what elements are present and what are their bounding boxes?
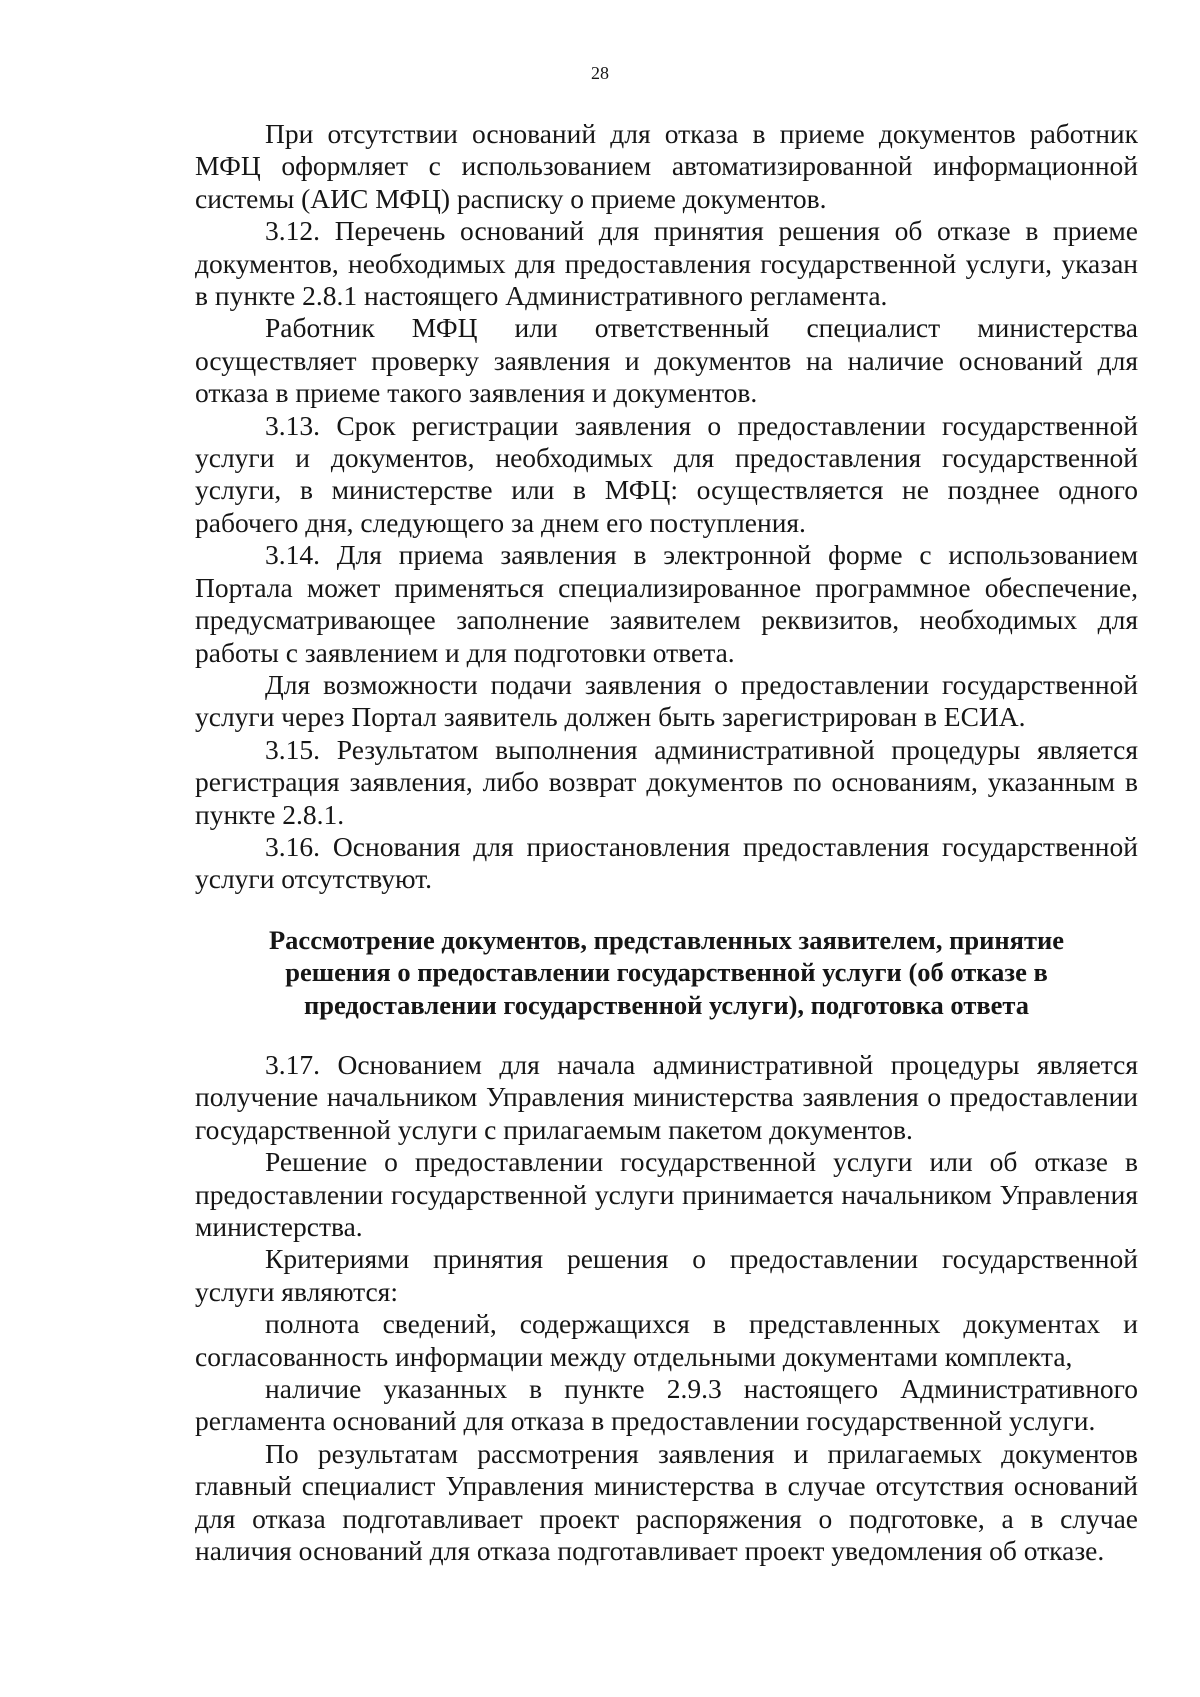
paragraph-mfc-receipt: При отсутствии оснований для отказа в приеме документов работник МФЦ оформляет с использованием автоматизированной информационной системы (АИС МФЦ) расписку о приеме документов. xyxy=(195,118,1138,214)
paragraph-3-14: 3.14. Для приема заявления в электронной форме с использованием Портала может применяться специализированное программное обеспечение, предусматривающее заполнение заявителем реквизитов, необходимых для работы с заявлением и для подготовки ответа. xyxy=(195,539,1138,668)
paragraph-decision: Решение о предоставлении государственной услуги или об отказе в предоставлении государственной услуги принимается начальником Управления министерства. xyxy=(195,1146,1138,1242)
paragraph-criterion-grounds: наличие указанных в пункте 2.9.3 настоящего Административного регламента оснований для отказа в предоставлении государственной услуги. xyxy=(195,1373,1138,1437)
page-number: 28 xyxy=(591,63,609,83)
document-body xyxy=(195,118,1138,1567)
section-heading: Рассмотрение документов, представленных заявителем, принятие решения о предоставлении государственной услуги (об отказе в предоставлении государственной услуги), подготовка ответа xyxy=(269,924,1064,1020)
paragraph-criterion-completeness: полнота сведений, содержащихся в представленных документах и согласованность информации между отдельными документами комплекта, xyxy=(195,1308,1138,1372)
paragraph-3-12: 3.12. Перечень оснований для принятия решения об отказе в приеме документов, необходимых для предоставления государственной услуги, указан в пункте 2.8.1 настоящего Административного регламента. xyxy=(195,215,1138,312)
paragraph-3-13: 3.13. Срок регистрации заявления о предоставлении государственной услуги и документов, необходимых для предоставления государственной услуги, в министерстве или в МФЦ: осуществляется не позднее одного рабочего дня, следующего за днем его поступления. xyxy=(195,409,1138,538)
paragraph-3-17: 3.17. Основанием для начала административной процедуры является получение начальником Управления министерства заявления о предоставлении государственной услуги с прилагаемым пакетом документов. xyxy=(195,1048,1138,1145)
paragraph-criteria: Критериями принятия решения о предоставлении государственной услуги являются: xyxy=(195,1243,1138,1307)
paragraph-review-result: По результатам рассмотрения заявления и прилагаемых документов главный специалист Управления министерства в случае отсутствия оснований для отказа подготавливает проект распоряжения о подготовке, а в случае наличия оснований для отказа подготавливает проект уведомления об отказе. xyxy=(195,1437,1138,1567)
paragraph-3-16: 3.16. Основания для приостановления предоставления государственной услуги отсутствуют. xyxy=(195,830,1138,895)
paragraph-3-15: 3.15. Результатом выполнения административной процедуры является регистрация заявления, либо возврат документов по основаниям, указанным в пункте 2.8.1. xyxy=(195,733,1138,830)
paragraph-document-check: Работник МФЦ или ответственный специалист министерства осуществляет проверку заявления и документов на наличие оснований для отказа в приеме такого заявления и документов. xyxy=(195,312,1138,409)
paragraph-esia-registration: Для возможности подачи заявления о предоставлении государственной услуги через Портал заявитель должен быть зарегистрирован в ЕСИА. xyxy=(195,668,1138,733)
